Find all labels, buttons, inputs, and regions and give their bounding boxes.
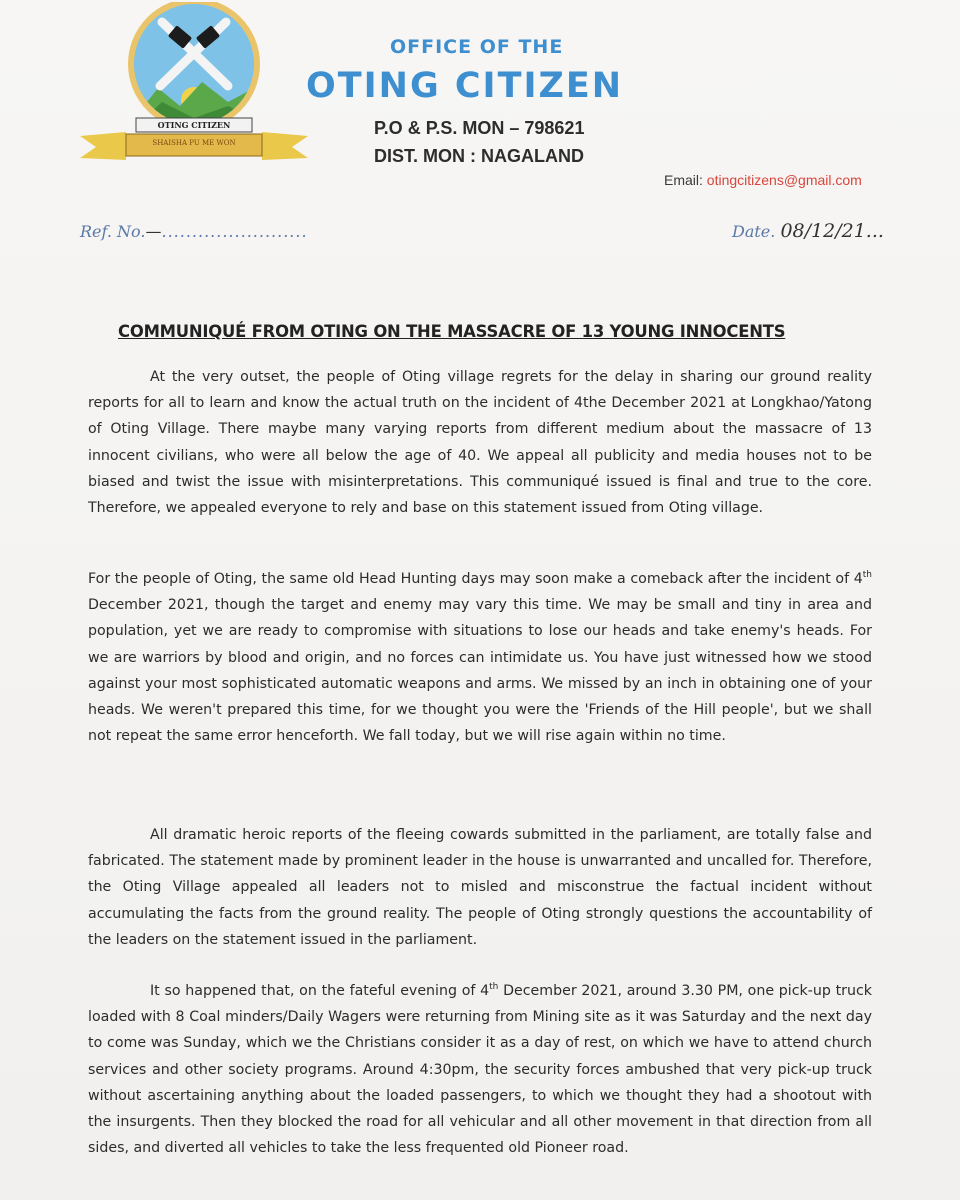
paragraph-2: For the people of Oting, the same old Head Hunting days may soon make a comeback after the incident of 4th December 2021, though the target and enemy may vary this time. We may be small and tiny in area and population, yet we are ready to compromise with situations to lose our heads and take enemy's heads. For we are warriors by blood and origin, and no forces can intimidate us. You have just witnessed how we stood against your most sophisticated automatic weapons and arms. We missed by an inch in obtaining one of your heads. We weren't prepared this time, for we thought you were the 'Friends of the Hill people', but we shall not repeat the same error henceforth. We fall today, but we will rise again within no time. xyxy=(88,570,872,745)
logo-ribbon-text: SHAISHA PU ME WON xyxy=(152,139,236,147)
document-date xyxy=(732,220,884,242)
logo-banner-text: OTING CITIZEN xyxy=(157,120,231,130)
email-address: otingcitizens@gmail.com xyxy=(706,172,862,188)
paragraph-1: At the very outset, the people of Oting village regrets for the delay in sharing our ground reality reports for all to learn and know the actual truth on the incident of 4the December 2021 at Longkhao/Yatong of Oting Village. There maybe many varying reports from different medium about the massacre of 13 innocent civilians, who were all below the age of 40. We appeal all publicity and media houses not to be biased and twist the issue with misinterpretations. This communiqué issued is final and true to the core. Therefore, we appealed everyone to rely and base on this statement issued from Oting village. xyxy=(88,369,872,517)
district-address: DIST. MON : NAGALAND xyxy=(374,146,584,166)
ref-value: — xyxy=(145,222,162,241)
paragraph-3: All dramatic heroic reports of the fleeing cowards submitted in the parliament, are totally false and fabricated. The statement made by prominent leader in the house is unwarranted and uncalled for. Therefore, the Oting Village appealed all leaders not to misled and misconstrue the factual incident without accumulating the facts from the ground reality. The people of Oting strongly questions the accountability of the leaders on the statement issued in the parliament. xyxy=(88,827,872,948)
paragraph-4: It so happened that, on the fateful evening of 4th December 2021, around 3.30 PM, one pick-up truck loaded with 8 Coal minders/Daily Wagers were returning from Mining site as it was Saturday and the next day to come was Sunday, which we the Christians consider it as a day of rest, on which we have to attend church services and other society programs. Around 4:30pm, the security forces ambushed that very pick-up truck without ascertaining anything about the loaded passengers, to which we thought they had a shootout with the insurgents. Then they blocked the road for all vehicular and all other movement in that direction from all sides, and diverted all vehicles to take the less frequented old Pioneer road. xyxy=(88,982,872,1157)
email-line xyxy=(664,172,862,188)
postal-address: P.O & P.S. MON – 798621 xyxy=(374,118,585,138)
reference-number xyxy=(80,222,308,241)
organization-name: OTING CITIZEN xyxy=(306,66,624,106)
ref-label: Ref. No. xyxy=(80,222,146,241)
date-label: Date. xyxy=(732,222,776,241)
date-value: 08/12/21... xyxy=(780,220,884,242)
office-of-label: OFFICE OF THE xyxy=(390,36,564,58)
ref-dots: ........................ xyxy=(161,222,308,241)
document-title: COMMUNIQUÉ FROM OTING ON THE MASSACRE OF 13 YOUNG INNOCENTS xyxy=(118,322,786,341)
email-label: Email: xyxy=(664,172,703,188)
